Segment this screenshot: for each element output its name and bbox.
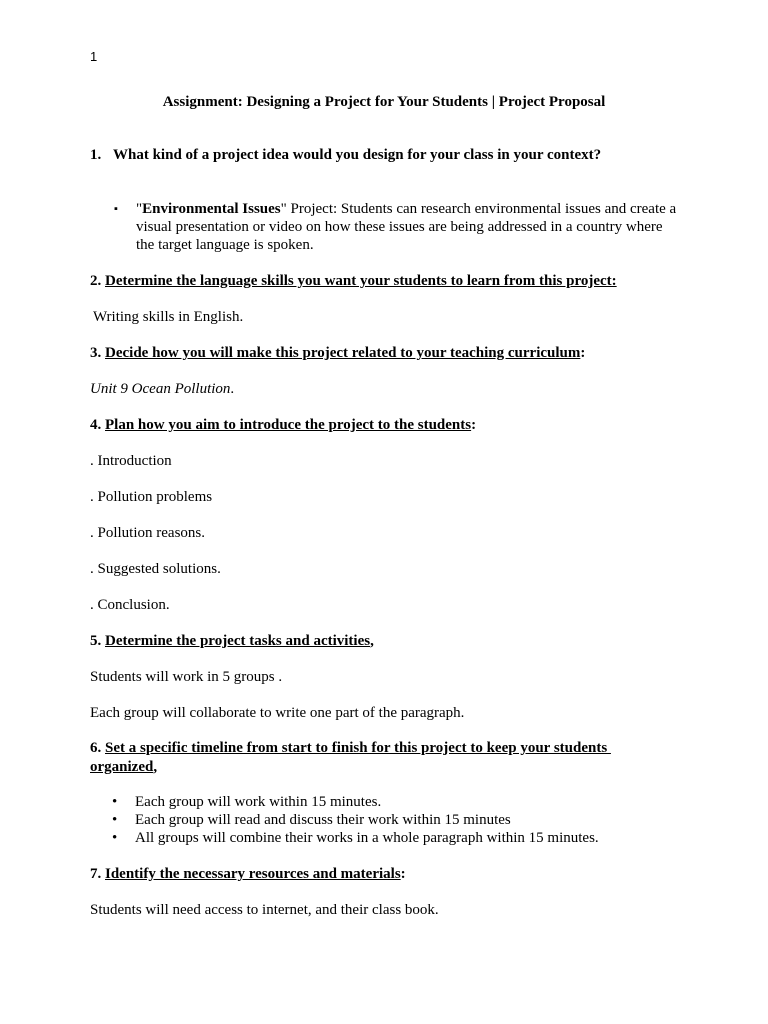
timeline-item-text: All groups will combine their works in a whole paragraph within 15 minutes. <box>135 830 599 846</box>
question-6-comma: , <box>153 759 158 775</box>
timeline-item <box>90 829 599 847</box>
question-7-heading <box>90 865 406 883</box>
project-idea-description: " Project: Students can research environmental issues and create a visual presentation or video on how these issues are being addressed in a country where the target language is spoken. <box>136 201 677 253</box>
question-3-text: Decide how you will make this project related to your teaching curriculum <box>105 345 581 361</box>
bullet-dot-icon: • <box>112 830 118 846</box>
question-1 <box>90 146 601 164</box>
question-7-text: Identify the necessary resources and materials <box>105 866 401 882</box>
question-3-answer-tail: . <box>230 381 235 397</box>
question-1-text: What kind of a project idea would you design for your class in your context? <box>113 147 602 163</box>
question-2-number: 2. <box>90 273 102 289</box>
timeline-list <box>90 793 599 847</box>
intro-item: . Pollution problems <box>90 489 213 505</box>
tasks-paragraph: Each group will collaborate to write one part of the paragraph. <box>90 705 465 721</box>
question-2-text: Determine the language skills you want your students to learn from this project: <box>105 273 617 289</box>
page-number: 1 <box>90 49 98 64</box>
question-6-heading-line-2 <box>90 758 157 776</box>
question-7-answer: Students will need access to internet, and their class book. <box>90 902 439 918</box>
project-idea-name: Environmental Issues <box>142 201 281 217</box>
question-3-heading <box>90 344 585 362</box>
question-2-heading <box>90 272 617 290</box>
square-bullet-icon: ▪ <box>114 203 118 215</box>
question-3-colon: : <box>580 345 586 361</box>
question-6-text-line-1: Set a specific timeline from start to finish for this project to keep your students <box>105 740 611 756</box>
question-7-number: 7. <box>90 866 102 882</box>
question-4-number: 4. <box>90 417 102 433</box>
bullet-dot-icon: • <box>112 812 118 828</box>
timeline-item <box>90 811 599 829</box>
question-6-text-line-2: organized <box>90 759 154 775</box>
question-3-answer <box>90 380 234 398</box>
intro-item: . Suggested solutions. <box>90 561 221 577</box>
question-5-heading <box>90 632 374 650</box>
question-3-number: 3. <box>90 345 102 361</box>
question-5-text: Determine the project tasks and activities <box>105 633 371 649</box>
intro-item: . Pollution reasons. <box>90 525 205 541</box>
question-2-answer: Writing skills in English. <box>93 309 244 325</box>
timeline-item-text: Each group will work within 15 minutes. <box>135 794 382 810</box>
question-7-colon: : <box>400 866 406 882</box>
question-4-text: Plan how you aim to introduce the project to the students <box>105 417 472 433</box>
question-5-comma: , <box>370 633 374 649</box>
project-idea-text <box>136 200 681 254</box>
project-idea-open-quote: " <box>136 201 143 217</box>
question-4-colon: : <box>471 417 477 433</box>
question-3-answer-unit: Unit 9 Ocean Pollution <box>90 381 231 397</box>
question-1-number: 1. <box>90 147 102 163</box>
tasks-paragraph: Students will work in 5 groups . <box>90 669 283 685</box>
intro-item: . Conclusion. <box>90 597 170 613</box>
question-6-number: 6. <box>90 740 102 756</box>
document-title: Assignment: Designing a Project for Your Students | Project Proposal <box>162 94 606 110</box>
question-6-heading-line-1 <box>90 739 611 757</box>
bullet-dot-icon: • <box>112 794 118 810</box>
intro-item: . Introduction <box>90 453 172 469</box>
question-5-number: 5. <box>90 633 102 649</box>
question-4-heading <box>90 416 476 434</box>
timeline-item-text: Each group will read and discuss their work within 15 minutes <box>135 812 511 828</box>
timeline-item <box>90 793 599 811</box>
